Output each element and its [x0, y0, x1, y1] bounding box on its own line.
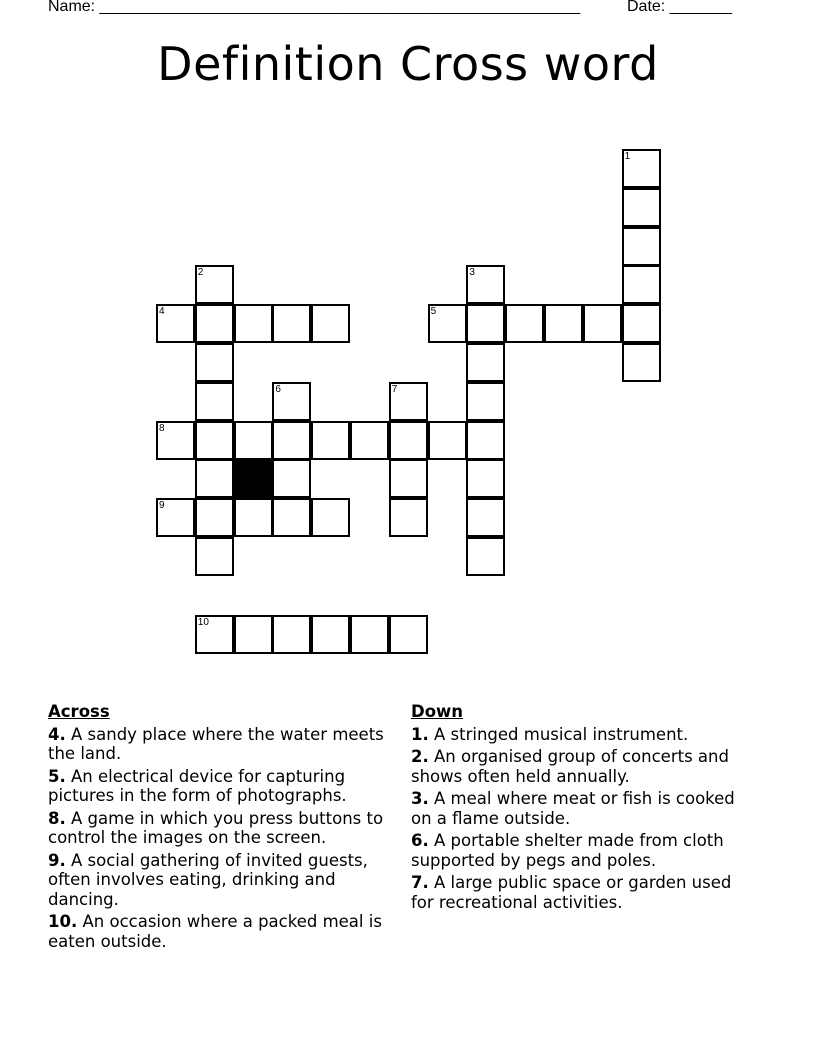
- crossword-cell[interactable]: [505, 304, 544, 343]
- crossword-cell[interactable]: [466, 382, 505, 421]
- across-clues: [48, 702, 398, 954]
- clue-number: 5.: [48, 766, 66, 786]
- down-clue: [411, 725, 751, 745]
- crossword-cell[interactable]: [544, 304, 583, 343]
- crossword-cell[interactable]: [272, 498, 311, 537]
- crossword-cell[interactable]: [466, 459, 505, 498]
- cell-number: 9: [159, 500, 165, 512]
- cell-number: 7: [391, 383, 398, 395]
- crossword-cell[interactable]: [428, 421, 467, 460]
- crossword-cell[interactable]: [466, 304, 505, 343]
- crossword-cell[interactable]: [466, 537, 505, 576]
- crossword-cell[interactable]: [195, 615, 234, 654]
- crossword-cell[interactable]: [234, 421, 273, 460]
- crossword-cell[interactable]: [272, 421, 311, 460]
- crossword-cell[interactable]: [195, 304, 234, 343]
- crossword-cell[interactable]: [389, 498, 428, 537]
- down-clues: [411, 702, 751, 915]
- clue-text: A meal where meat or fish is cooked on a flame outside.: [411, 789, 735, 828]
- crossword-cell[interactable]: [234, 498, 273, 537]
- clue-number: 9.: [48, 850, 66, 870]
- crossword-cell[interactable]: [622, 265, 661, 304]
- down-clue: [411, 789, 751, 828]
- clue-text: A sandy place where the water meets the land.: [48, 724, 384, 763]
- across-clue: [48, 851, 398, 910]
- crossword-cell[interactable]: [195, 343, 234, 382]
- crossword-cell[interactable]: [195, 537, 234, 576]
- crossword-cell[interactable]: [466, 265, 505, 304]
- crossword-cell[interactable]: [234, 615, 273, 654]
- crossword-cell[interactable]: [428, 304, 467, 343]
- crossword-cell[interactable]: [195, 459, 234, 498]
- clue-number: 10.: [48, 912, 78, 931]
- across-clue: [48, 912, 398, 951]
- cell-number: 2: [197, 267, 204, 279]
- crossword-cell[interactable]: [311, 615, 350, 654]
- clue-text: A large public space or garden used for recreational activities.: [411, 873, 732, 912]
- crossword-cell[interactable]: [272, 459, 311, 498]
- crossword-cell[interactable]: [389, 459, 428, 498]
- crossword-cell[interactable]: [622, 149, 661, 188]
- crossword-cell[interactable]: [195, 421, 234, 460]
- cell-number: 1: [624, 151, 631, 162]
- crossword-cell[interactable]: [622, 343, 661, 382]
- crossword-cell[interactable]: [311, 421, 350, 460]
- cell-number: 8: [159, 422, 165, 434]
- crossword-cell[interactable]: [466, 498, 505, 537]
- clue-number: 6.: [411, 831, 429, 850]
- date-line: Date: _______: [627, 0, 732, 15]
- crossword-cell[interactable]: [156, 421, 195, 460]
- page-title: Definition Cross word: [157, 37, 659, 91]
- cell-number: 3: [469, 267, 475, 279]
- crossword-cell[interactable]: [234, 304, 273, 343]
- clue-text: A portable shelter made from cloth supported by pegs and poles.: [411, 831, 724, 870]
- down-clue: [411, 873, 751, 912]
- clue-number: 3.: [411, 789, 429, 808]
- crossword-cell[interactable]: [156, 498, 195, 537]
- crossword-cell[interactable]: [156, 304, 195, 343]
- crossword-cell[interactable]: [389, 421, 428, 460]
- crossword-cell[interactable]: [272, 304, 311, 343]
- crossword-block: [234, 459, 273, 498]
- crossword-cell[interactable]: [272, 615, 311, 654]
- crossword-cell[interactable]: [350, 421, 389, 460]
- across-heading: Across: [48, 702, 110, 721]
- clue-number: 2.: [411, 747, 429, 766]
- crossword-cell[interactable]: [389, 615, 428, 654]
- cell-number: 10: [197, 616, 209, 628]
- clue-number: 8.: [48, 808, 66, 828]
- clue-number: 7.: [411, 873, 429, 892]
- crossword-cell[interactable]: [466, 343, 505, 382]
- crossword-cell[interactable]: [350, 615, 389, 654]
- clue-text: A social gathering of invited guests, often involves eating, drinking and dancing.: [48, 850, 368, 909]
- across-clue: [48, 809, 398, 848]
- crossword-cell[interactable]: [583, 304, 622, 343]
- down-heading: Down: [411, 702, 464, 721]
- clue-number: 1.: [411, 724, 429, 744]
- down-clue: [411, 831, 751, 870]
- down-clue: [411, 747, 751, 786]
- across-clue: [48, 725, 398, 764]
- crossword-cell[interactable]: [195, 498, 234, 537]
- clue-text: A stringed musical instrument.: [434, 724, 689, 744]
- crossword-cell[interactable]: [195, 382, 234, 421]
- cell-number: 6: [275, 383, 281, 395]
- crossword-cell[interactable]: [622, 227, 661, 266]
- name-line: Name: ______________________________________________________: [48, 0, 581, 15]
- clue-text: An occasion where a packed meal is eaten outside.: [48, 912, 382, 951]
- cell-number: 4: [159, 306, 165, 318]
- clue-text: An electrical device for capturing pictures in the form of photographs.: [48, 766, 347, 805]
- crossword-cell[interactable]: [389, 382, 428, 421]
- across-clue: [48, 767, 398, 806]
- crossword-cell[interactable]: [311, 304, 350, 343]
- crossword-cell[interactable]: [195, 265, 234, 304]
- clue-text: A game in which you press buttons to control the images on the screen.: [48, 808, 384, 847]
- crossword-cell[interactable]: [622, 304, 661, 343]
- clue-number: 4.: [48, 724, 66, 744]
- clue-text: An organised group of concerts and shows often held annually.: [411, 747, 729, 786]
- crossword-cell[interactable]: [466, 421, 505, 460]
- crossword-cell[interactable]: [622, 188, 661, 227]
- crossword-cell[interactable]: [311, 498, 350, 537]
- crossword-cell[interactable]: [272, 382, 311, 421]
- cell-number: 5: [430, 306, 437, 318]
